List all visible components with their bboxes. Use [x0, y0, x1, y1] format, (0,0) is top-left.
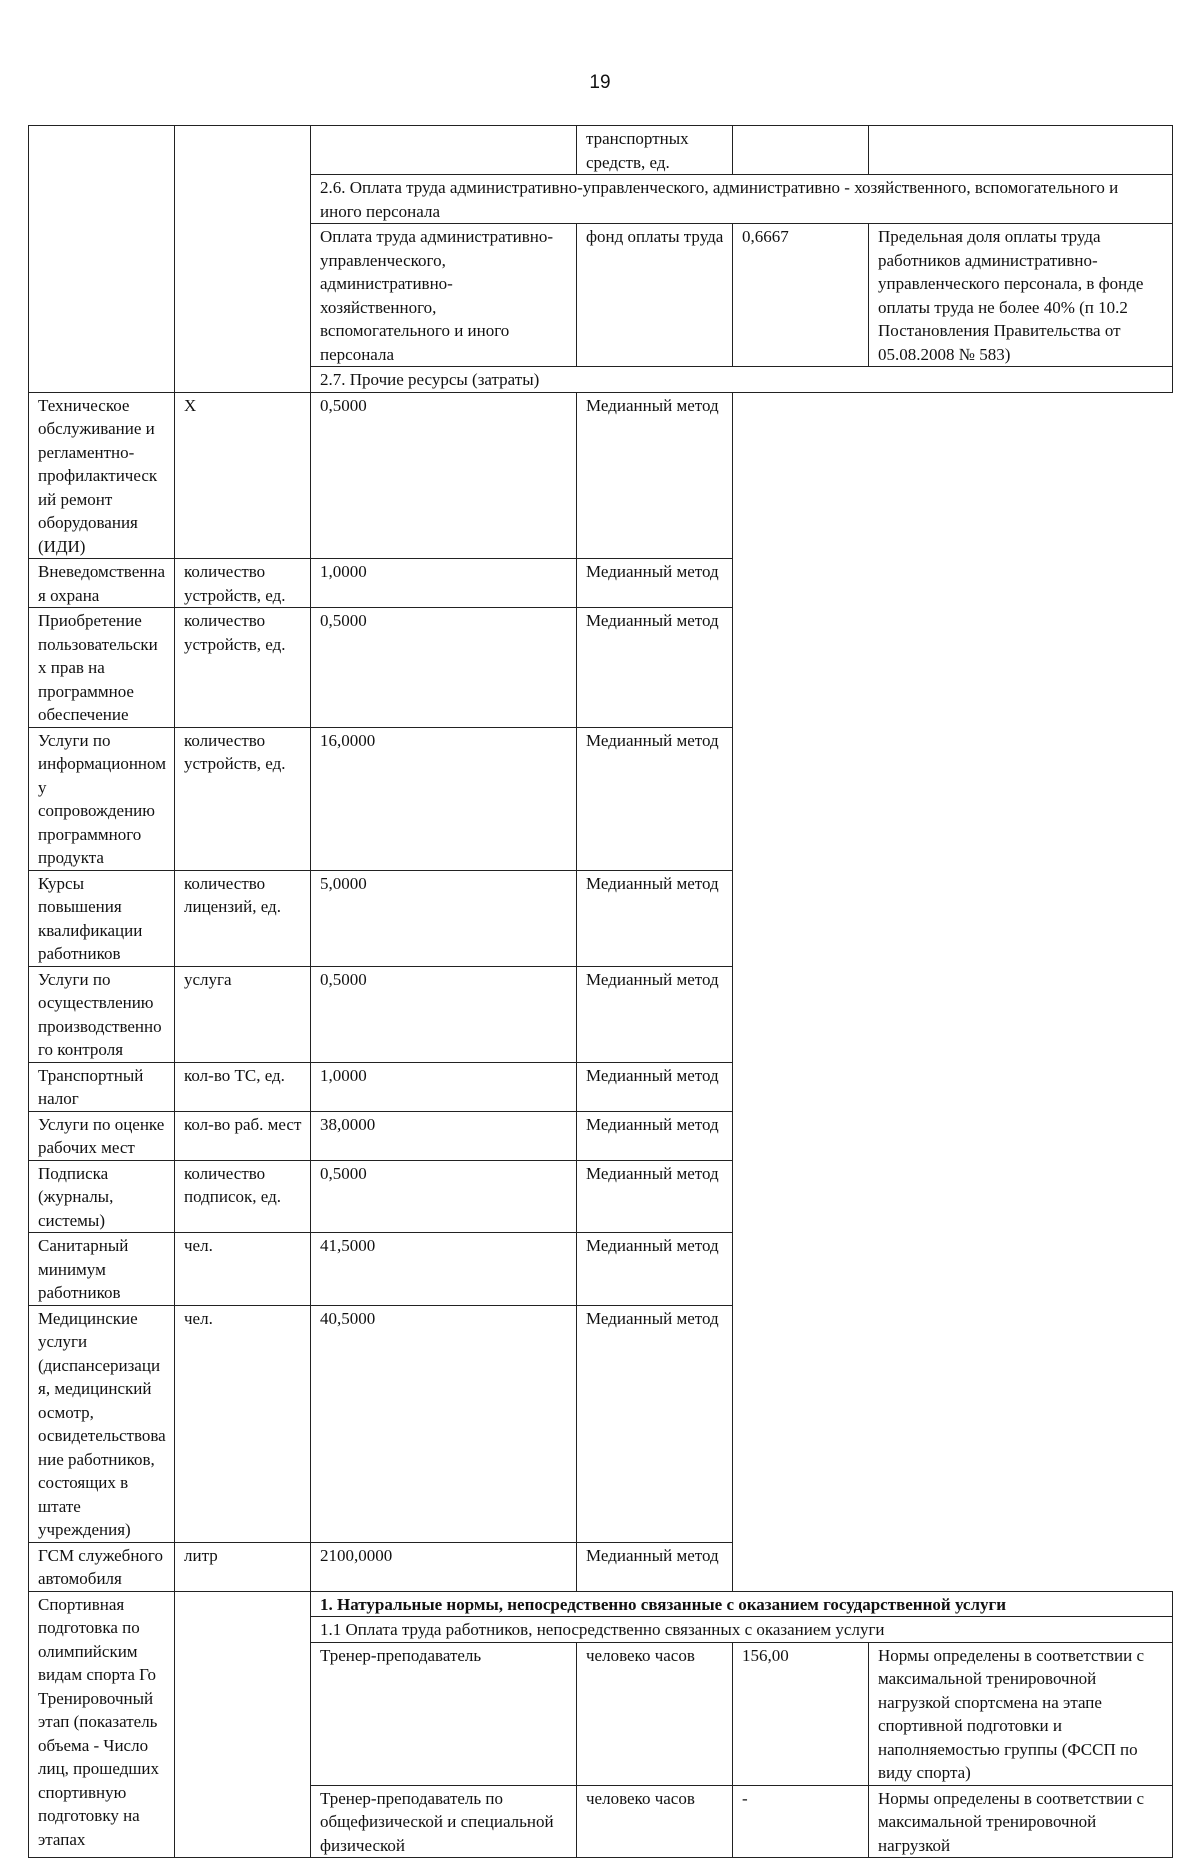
resource-name-cell: Подписка (журналы, системы)	[29, 1160, 175, 1233]
note-cell: Медианный метод	[577, 392, 733, 559]
table-row	[29, 392, 1173, 559]
resource-name-cell: Услуги по осуществлению производственного контроля	[29, 966, 175, 1062]
resource-name-cell: Приобретение пользовательских прав на программное обеспечение	[29, 608, 175, 728]
note-cell: Нормы определены в соответствии с максимальной тренировочной нагрузкой	[869, 1785, 1173, 1858]
unit-cell: кол-во раб. мест	[175, 1111, 311, 1160]
table-row	[29, 1111, 1173, 1160]
value-cell: 16,0000	[311, 727, 577, 870]
value-cell: 1,0000	[311, 1062, 577, 1111]
note-cell: Медианный метод	[577, 727, 733, 870]
table-row	[29, 1542, 1173, 1591]
table-row	[29, 1233, 1173, 1306]
table-row	[29, 1062, 1173, 1111]
table-row	[29, 608, 1173, 728]
value-cell: 0,6667	[733, 224, 869, 367]
resource-name-cell	[311, 126, 577, 175]
unit-cell: чел.	[175, 1305, 311, 1542]
table-row	[29, 727, 1173, 870]
value-cell: 0,5000	[311, 608, 577, 728]
resource-name-cell: Оплата труда административно-управленческого, административно-хозяйственного, вспомогательного и иного персонала	[311, 224, 577, 367]
note-cell: Медианный метод	[577, 966, 733, 1062]
note-cell: Медианный метод	[577, 1305, 733, 1542]
table-row	[29, 1305, 1173, 1542]
value-cell: 0,5000	[311, 392, 577, 559]
value-cell	[733, 126, 869, 175]
resource-name-cell: Медицинские услуги (диспансеризация, медицинский осмотр, освидетельствование работников, состоящих в штате учреждения)	[29, 1305, 175, 1542]
unit-cell: услуга	[175, 966, 311, 1062]
unit-cell: кол-во ТС, ед.	[175, 1062, 311, 1111]
unit-cell: человеко часов	[577, 1785, 733, 1858]
resource-name-cell: Тренер-преподаватель по общефизической и специальной физической	[311, 1785, 577, 1858]
unit-cell: количество лицензий, ед.	[175, 870, 311, 966]
section-heading: 1.1 Оплата труда работников, непосредственно связанных с оказанием услуги	[311, 1617, 1173, 1643]
note-cell	[869, 126, 1173, 175]
note-cell: Медианный метод	[577, 870, 733, 966]
unit-cell: количество устройств, ед.	[175, 608, 311, 728]
value-cell: 2100,0000	[311, 1542, 577, 1591]
note-cell: Медианный метод	[577, 1062, 733, 1111]
unit-cell: человеко часов	[577, 1642, 733, 1785]
note-cell: Медианный метод	[577, 1233, 733, 1306]
unit-cell: литр	[175, 1542, 311, 1591]
section-heading: 2.6. Оплата труда административно-управленческого, административно - хозяйственного, вспомогательного и иного персонала	[311, 175, 1173, 224]
note-cell: Медианный метод	[577, 1160, 733, 1233]
unit-cell: чел.	[175, 1233, 311, 1306]
resource-name-cell: Услуги по оценке рабочих мест	[29, 1111, 175, 1160]
value-cell: 0,5000	[311, 966, 577, 1062]
resource-name-cell: Тренер-преподаватель	[311, 1642, 577, 1785]
resource-name-cell: Транспортный налог	[29, 1062, 175, 1111]
unit-cell: транспортных средств, ед.	[577, 126, 733, 175]
service-name-cell-empty	[29, 126, 175, 393]
note-cell: Медианный метод	[577, 1111, 733, 1160]
unit-cell: Х	[175, 392, 311, 559]
note-cell: Медианный метод	[577, 608, 733, 728]
note-cell: Нормы определены в соответствии с максимальной тренировочной нагрузкой спортсмена на этапе спортивной подготовки и наполняемостью группы (ФССП по виду спорта)	[869, 1642, 1173, 1785]
unit-cell: количество подписок, ед.	[175, 1160, 311, 1233]
value-cell: 1,0000	[311, 559, 577, 608]
section-heading: 1. Натуральные нормы, непосредственно связанные с оказанием государственной услуги	[311, 1591, 1173, 1617]
norms-table	[28, 125, 1173, 1858]
note-cell: Медианный метод	[577, 1542, 733, 1591]
section-heading: 2.7. Прочие ресурсы (затраты)	[311, 367, 1173, 393]
value-cell: 38,0000	[311, 1111, 577, 1160]
unit-cell: фонд оплаты труда	[577, 224, 733, 367]
note-cell: Предельная доля оплаты труда работников административно-управленческого персонала, в фонде оплаты труда не более 40% (п 10.2 Постановления Правительства от 05.08.2008 № 583)	[869, 224, 1173, 367]
code-cell-empty	[175, 1591, 311, 1858]
table-row	[29, 870, 1173, 966]
value-cell: 0,5000	[311, 1160, 577, 1233]
note-cell: Медианный метод	[577, 559, 733, 608]
table-row	[29, 559, 1173, 608]
value-cell: 41,5000	[311, 1233, 577, 1306]
resource-name-cell: Техническое обслуживание и регламентно-профилактический ремонт оборудования (ИДИ)	[29, 392, 175, 559]
code-cell-empty	[175, 126, 311, 393]
table-row	[29, 966, 1173, 1062]
resource-name-cell: Санитарный минимум работников	[29, 1233, 175, 1306]
section-row	[29, 1591, 1173, 1617]
value-cell: -	[733, 1785, 869, 1858]
page-number: 19	[589, 72, 611, 93]
value-cell: 40,5000	[311, 1305, 577, 1542]
resource-name-cell: Вневедомственная охрана	[29, 559, 175, 608]
table-row	[29, 126, 1173, 175]
value-cell: 5,0000	[311, 870, 577, 966]
service-name-cell: Спортивная подготовка по олимпийским видам спорта Го Тренировочный этап (показатель объема - Число лиц, прошедших спортивную подготовку на этапах	[29, 1591, 175, 1858]
resource-name-cell: Услуги по информационному сопровождению программного продукта	[29, 727, 175, 870]
unit-cell: количество устройств, ед.	[175, 559, 311, 608]
resource-name-cell: Курсы повышения квалификации работников	[29, 870, 175, 966]
unit-cell: количество устройств, ед.	[175, 727, 311, 870]
value-cell: 156,00	[733, 1642, 869, 1785]
resource-name-cell: ГСМ служебного автомобиля	[29, 1542, 175, 1591]
table-row	[29, 1160, 1173, 1233]
